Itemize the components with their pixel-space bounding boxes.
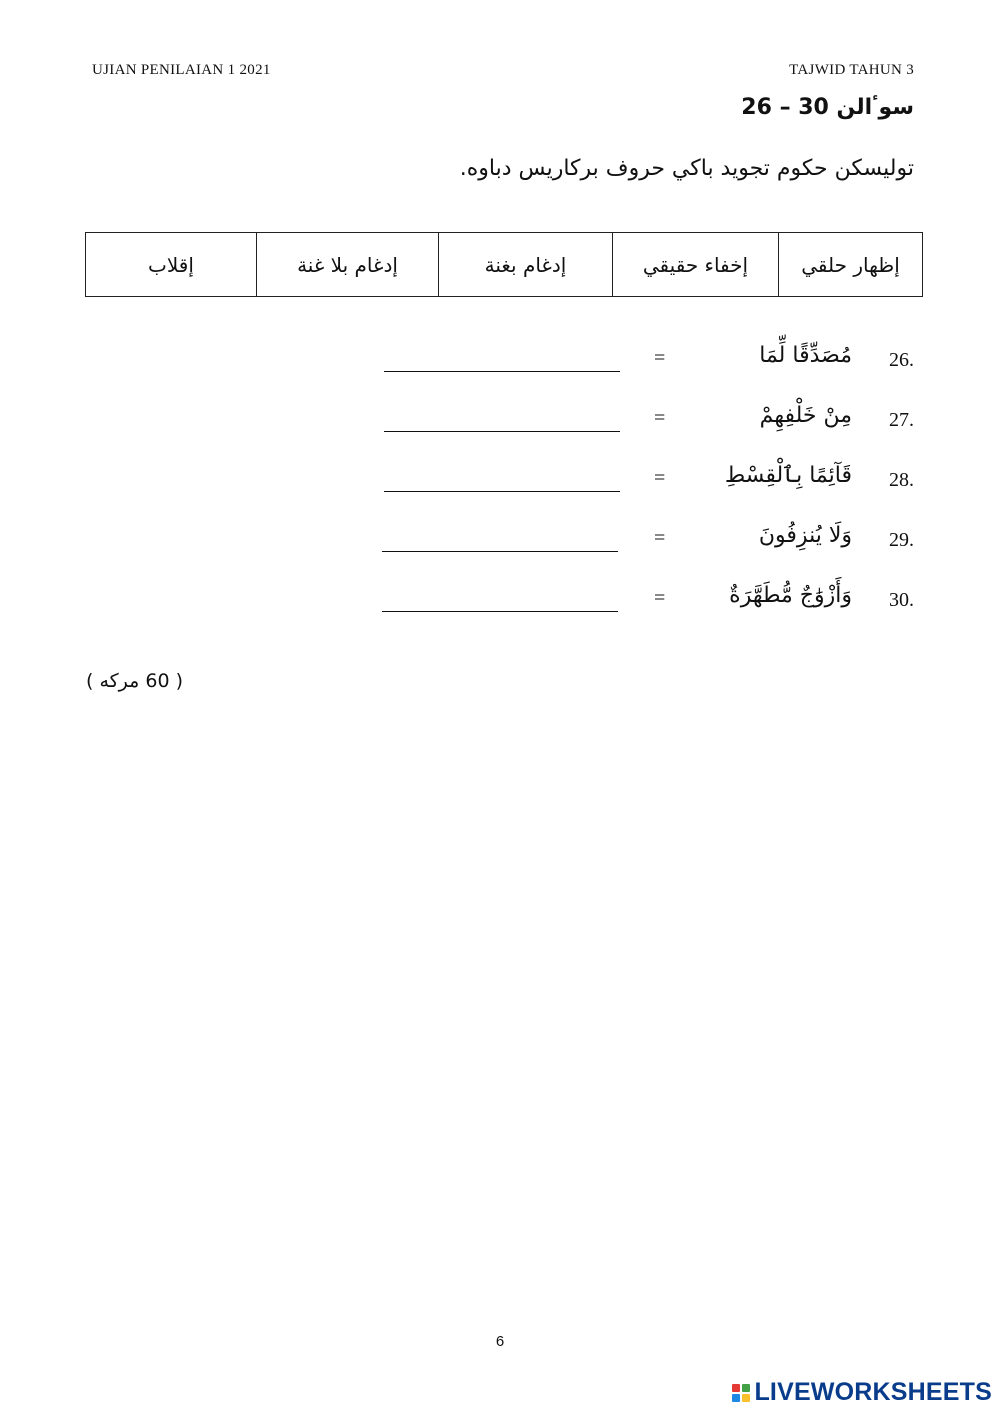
equals-sign: =	[654, 407, 666, 429]
question-number: 28.	[889, 469, 914, 491]
equals-sign: =	[654, 347, 666, 369]
section-title: سوٴالن 30 – 26	[741, 95, 914, 120]
question-number: 30.	[889, 589, 914, 611]
question-row	[0, 461, 1000, 505]
header-right: TAJWID TAHUN 3	[789, 62, 914, 78]
logo-square	[732, 1384, 740, 1392]
question-text: مِنْ خَلْفِهِمْ	[759, 403, 852, 428]
answer-blank[interactable]	[384, 431, 620, 432]
question-text: وَلَا يُنزِفُونَ	[758, 523, 852, 548]
question-text: وَأَزْوَٰجٌ مُّطَهَّرَةٌ	[729, 583, 852, 608]
option-cell: إظهار حلقي	[779, 233, 923, 297]
question-text: مُصَدِّقًا لِّمَا	[759, 343, 852, 368]
marks-total: ( 60 مركه )	[86, 670, 184, 692]
question-number: 29.	[889, 529, 914, 551]
option-cell: إدغام بغنة	[439, 233, 613, 297]
instruction-text: توليسكن حكوم تجويد باكي حروف بركاريس دباوه.	[459, 156, 914, 181]
option-cell: إدغام بلا غنة	[257, 233, 439, 297]
answer-blank[interactable]	[384, 491, 620, 492]
options-table	[85, 232, 923, 297]
question-text: قَآئِمًا بِٱلْقِسْطِ	[724, 463, 852, 488]
header-left: UJIAN PENILAIAN 1 2021	[92, 62, 271, 78]
logo-square	[742, 1384, 750, 1392]
logo-square	[732, 1394, 740, 1402]
question-row	[0, 401, 1000, 445]
brand-name: LIVEWORKSHEETS	[754, 1378, 992, 1406]
question-number: 27.	[889, 409, 914, 431]
logo-square	[742, 1394, 750, 1402]
answer-blank[interactable]	[382, 611, 618, 612]
equals-sign: =	[654, 527, 666, 549]
equals-sign: =	[654, 467, 666, 489]
liveworksheets-logo	[732, 1378, 992, 1407]
liveworksheets-icon	[732, 1384, 750, 1402]
question-number: 26.	[889, 349, 914, 371]
equals-sign: =	[654, 587, 666, 609]
question-row	[0, 521, 1000, 565]
answer-blank[interactable]	[384, 371, 620, 372]
question-row	[0, 341, 1000, 385]
question-row	[0, 581, 1000, 625]
option-cell: إقلاب	[86, 233, 257, 297]
answer-blank[interactable]	[382, 551, 618, 552]
option-cell: إخفاء حقيقي	[613, 233, 779, 297]
page-number: 6	[495, 1333, 505, 1350]
